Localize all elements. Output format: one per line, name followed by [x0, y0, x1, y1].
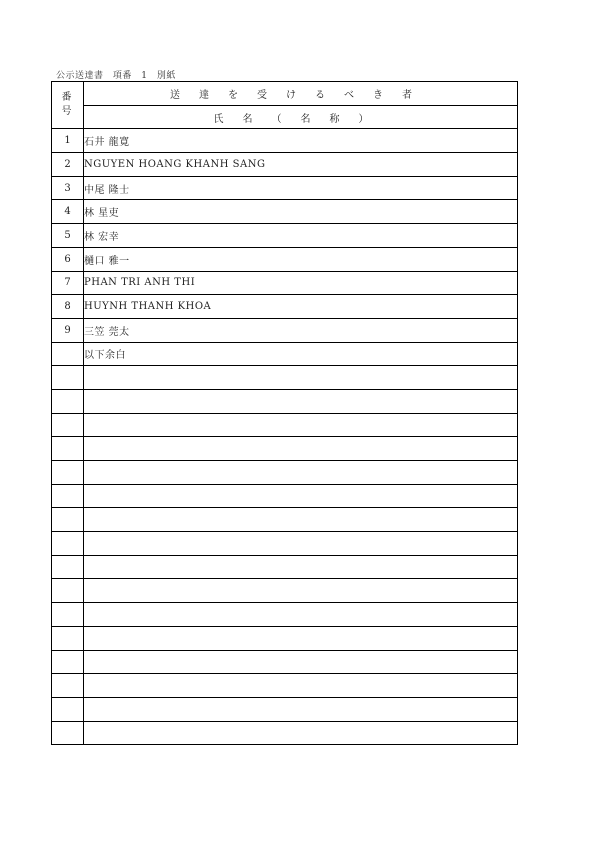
recipient-name: 樋口 雅一	[84, 247, 518, 271]
table-row	[52, 484, 518, 508]
recipient-name: 林 星吏	[84, 200, 518, 224]
recipient-name: NGUYEN HOANG KHANH SANG	[84, 153, 518, 177]
table-row	[52, 176, 518, 200]
recipient-name	[84, 603, 518, 627]
table-row	[52, 366, 518, 390]
row-number	[52, 650, 84, 674]
table-row	[52, 579, 518, 603]
row-number	[52, 532, 84, 556]
row-number	[52, 721, 84, 745]
row-number: 8	[52, 295, 84, 319]
table-row	[52, 674, 518, 698]
recipient-name	[84, 626, 518, 650]
row-number	[52, 484, 84, 508]
recipient-name	[84, 484, 518, 508]
recipient-name	[84, 721, 518, 745]
table-row	[52, 650, 518, 674]
table-row	[52, 508, 518, 532]
table-row	[52, 532, 518, 556]
row-number	[52, 603, 84, 627]
caption-attachment-label: 別紙	[156, 71, 176, 81]
recipient-name	[84, 532, 518, 556]
row-number	[52, 626, 84, 650]
table-row	[52, 555, 518, 579]
table-row	[52, 697, 518, 721]
row-number	[52, 389, 84, 413]
recipient-table-body	[52, 82, 518, 745]
row-number: 7	[52, 271, 84, 295]
recipient-name	[84, 555, 518, 579]
table-row	[52, 295, 518, 319]
row-number: 6	[52, 247, 84, 271]
table-row	[52, 626, 518, 650]
table-row	[52, 200, 518, 224]
row-number	[52, 342, 84, 366]
table-row	[52, 342, 518, 366]
row-number	[52, 579, 84, 603]
recipient-name	[84, 579, 518, 603]
row-number	[52, 555, 84, 579]
recipient-name	[84, 508, 518, 532]
recipient-name: 中尾 隆士	[84, 176, 518, 200]
subheader-row	[52, 105, 518, 129]
recipient-header: 送達を受けるべき者	[84, 82, 518, 106]
row-number: 9	[52, 318, 84, 342]
recipient-name	[84, 674, 518, 698]
table-row	[52, 318, 518, 342]
row-number: 2	[52, 153, 84, 177]
recipient-name: 以下余白	[84, 342, 518, 366]
name-header: 氏名（名称）	[84, 105, 518, 129]
table-row	[52, 153, 518, 177]
table-row	[52, 413, 518, 437]
table-row	[52, 721, 518, 745]
recipient-name: 石井 龍寛	[84, 129, 518, 153]
recipient-table	[51, 81, 518, 745]
table-row	[52, 603, 518, 627]
row-number	[52, 366, 84, 390]
row-number: 5	[52, 224, 84, 248]
row-number	[52, 413, 84, 437]
table-row	[52, 129, 518, 153]
caption-doc-label: 公示送達書	[56, 71, 104, 81]
recipient-name: HUYNH THANH KHOA	[84, 295, 518, 319]
table-row	[52, 461, 518, 485]
recipient-name: PHAN TRI ANH THI	[84, 271, 518, 295]
recipient-name	[84, 437, 518, 461]
document-caption	[56, 68, 182, 81]
row-number: 4	[52, 200, 84, 224]
table-row	[52, 437, 518, 461]
row-number	[52, 697, 84, 721]
caption-item-label: 項番	[112, 71, 132, 81]
recipient-name	[84, 461, 518, 485]
recipient-name	[84, 389, 518, 413]
row-number: 1	[52, 129, 84, 153]
table-row	[52, 389, 518, 413]
row-number	[52, 437, 84, 461]
row-number: 3	[52, 176, 84, 200]
number-header-text: 番 号	[61, 92, 74, 118]
recipient-name: 三笠 莞太	[84, 318, 518, 342]
table-row	[52, 271, 518, 295]
recipient-name	[84, 366, 518, 390]
recipient-name	[84, 697, 518, 721]
row-number	[52, 674, 84, 698]
row-number	[52, 461, 84, 485]
recipient-name	[84, 650, 518, 674]
table-row	[52, 247, 518, 271]
caption-item-number: 1	[141, 71, 148, 81]
table-row	[52, 224, 518, 248]
recipient-name	[84, 413, 518, 437]
recipient-name: 林 宏幸	[84, 224, 518, 248]
number-header	[52, 82, 84, 129]
header-row	[52, 82, 518, 106]
row-number	[52, 508, 84, 532]
